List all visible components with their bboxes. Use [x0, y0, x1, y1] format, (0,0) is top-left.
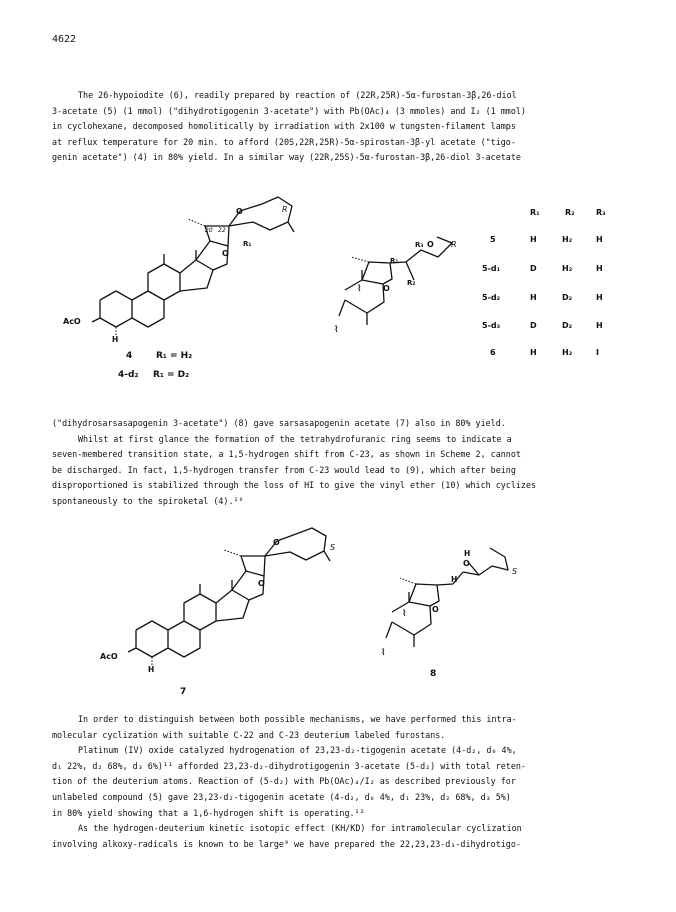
text-line: 3-acetate (5) (1 mmol) ("dihydrotigogenin 3-acetate") with Pb(OAc)₄ (3 mmoles) and I₂ (1 mmol) [52, 105, 526, 116]
hydrogen-mid-label: H [451, 575, 458, 584]
table-r2: D₂ [562, 321, 573, 330]
table-r2: H₂ [562, 264, 573, 273]
text-line: Whilst at first glance the formation of the tetrahydrofuranic ring seems to indicate a [78, 433, 512, 444]
wavy-bond-glyph: ⌇ [334, 325, 339, 335]
text-line: at reflux temperature for 20 min. to afford (20S,22R,25R)-5α-spirostan-3β-yl acetate ("tigo- [52, 136, 516, 147]
table-r1: D [530, 264, 537, 273]
table-r1: H [530, 235, 537, 244]
text-line: As the hydrogen-deuterium kinetic isotopic effect (KH/KD) for intramolecular cyclization [78, 823, 522, 834]
stereo-r-label: R [451, 240, 457, 249]
table-compound: 5-d₂ [482, 293, 501, 302]
acetoxy-label: AcO [100, 652, 118, 661]
table-r3: H [596, 235, 603, 244]
carbon-22-label: 22 [218, 227, 226, 234]
stereo-s-label: S [330, 543, 336, 552]
carbon-20-label: 20 [205, 227, 213, 234]
page-number: 4622 [52, 34, 77, 45]
text-line: seven-membered transition state, a 1,5-hydrogen shift from C-23, as shown in Scheme 2, cannot [52, 449, 521, 460]
oxygen-ring-label: O [432, 605, 439, 614]
paragraph-3 [52, 712, 632, 852]
oxygen-f-ring-label: O [236, 207, 243, 216]
table-r3: I [596, 348, 599, 357]
table-r2: D₂ [562, 293, 573, 302]
compound-7-number: 7 [180, 687, 187, 697]
oxygen-ring-label: O [383, 284, 390, 293]
text-line: spontaneously to the spiroketal (4).¹⁰ [52, 495, 244, 506]
table-r2: H₂ [562, 235, 573, 244]
text-line: In order to distinguish between both possible mechanisms, we have performed this intra- [78, 714, 517, 724]
table-compound: 5 [490, 235, 496, 244]
table-r3: H [596, 264, 603, 273]
text-line: in 80% yield showing that a 1,6-hydrogen shift is operating.¹² [52, 807, 365, 818]
table-compound: 5-d₁ [482, 264, 501, 273]
text-line: Platinum (IV) oxide catalyzed hydrogenation of 23,23-d₂-tigogenin acetate (4-d₂, d₀ 4%, [78, 745, 517, 756]
r1-label: R₁ [243, 240, 252, 248]
table-r3: H [596, 321, 603, 330]
compound-8-number: 8 [430, 669, 437, 679]
text-line: be discharged. In fact, 1,5-hydrogen transfer from C-23 would lead to (9), which after being [52, 464, 516, 475]
wavy-bond-glyph: ⌇ [381, 648, 386, 658]
stereo-r-label: R [282, 205, 288, 214]
stereo-s-label: S [512, 567, 518, 576]
text-line: The 26-hypoiodite (6), readily prepared by reaction of (22R,25R)-5α-furostan-3β,26-diol [78, 90, 517, 100]
text-line: genin acetate") (4) in 80% yield. In a similar way (22R,25S)-5α-furostan-3β,26-diol 3-acetate [52, 152, 521, 163]
hydrogen-5-label: H [148, 665, 155, 674]
text-line: tion of the deuterium atoms. Reaction of (5-d₂) with Pb(OAc)₄/I₂ as described previously for [52, 776, 516, 787]
text-line: d₁ 22%, d₂ 68%, d₃ 6%)¹¹ afforded 23,23-d₂-dihydrotigogenin 3-acetate (5-d₂) with total reten- [52, 760, 526, 771]
table-compound: 6 [490, 348, 496, 357]
table-r3: H [596, 293, 603, 302]
text-line: ("dihydrosarsasapogenin 3-acetate") (8) gave sarsasapogenin acetate (7) also in 80% yield. [52, 418, 506, 428]
oxygen-chain-label: O [427, 240, 434, 249]
oxygen-e-ring-label: O [258, 579, 265, 588]
text-line: molecular cyclization with suitable C-22 and C-23 deuterium labeled furostans. [52, 729, 446, 740]
oxygen-f-ring-label: O [273, 538, 280, 547]
table-header-r3: R₃ [596, 208, 606, 217]
wavy-bond-glyph: ⌇ [357, 284, 362, 294]
table-r2: H₂ [562, 348, 573, 357]
oxygen-chain-label: O [463, 559, 470, 568]
r1-label: R₁ [390, 257, 399, 265]
oxygen-e-ring-label: O [222, 249, 229, 258]
table-r1: H [530, 348, 537, 357]
compound-4-substituent: R₁ = H₂ [156, 351, 193, 361]
table-header-r2: R₂ [565, 208, 575, 217]
hydrogen-top-label: H [464, 549, 471, 558]
acetoxy-label: AcO [63, 317, 81, 326]
text-line: unlabeled compound (5) gave 23,23-d₂-tigogenin acetate (4-d₂, d₀ 4%, d₁ 23%, d₂ 68%, d₃ 5%) [52, 791, 511, 802]
table-compound: 5-d₃ [482, 321, 501, 330]
compound-4-d2-substituent: R₁ = D₂ [153, 370, 190, 380]
compound-4-d2-number: 4-d₂ [118, 370, 139, 380]
furostan-fragment-8 [386, 548, 508, 647]
text-line: disproportioned is stabilized through the loss of HI to give the vinyl ether (10) which cyclizes [52, 480, 537, 491]
table-r1: H [530, 293, 537, 302]
r2-label: R₂ [407, 279, 416, 287]
table-r1: D [530, 321, 537, 330]
hydrogen-5-label: H [112, 335, 119, 344]
table-header-r1: R₁ [530, 208, 540, 217]
compound-4-number: 4 [126, 351, 133, 361]
r3-label: R₃ [415, 241, 424, 249]
wavy-bond-glyph: ⌇ [402, 609, 407, 619]
text-line: involving alkoxy-radicals is known to be large⁹ we have prepared the 22,23,23-d₃-dihydrotigo- [52, 838, 521, 849]
steroid-structure-7 [128, 528, 330, 666]
text-line: in cyclohexane, decomposed homolitically by irradiation with 2x100 w tungsten-filament lamps [52, 121, 516, 132]
